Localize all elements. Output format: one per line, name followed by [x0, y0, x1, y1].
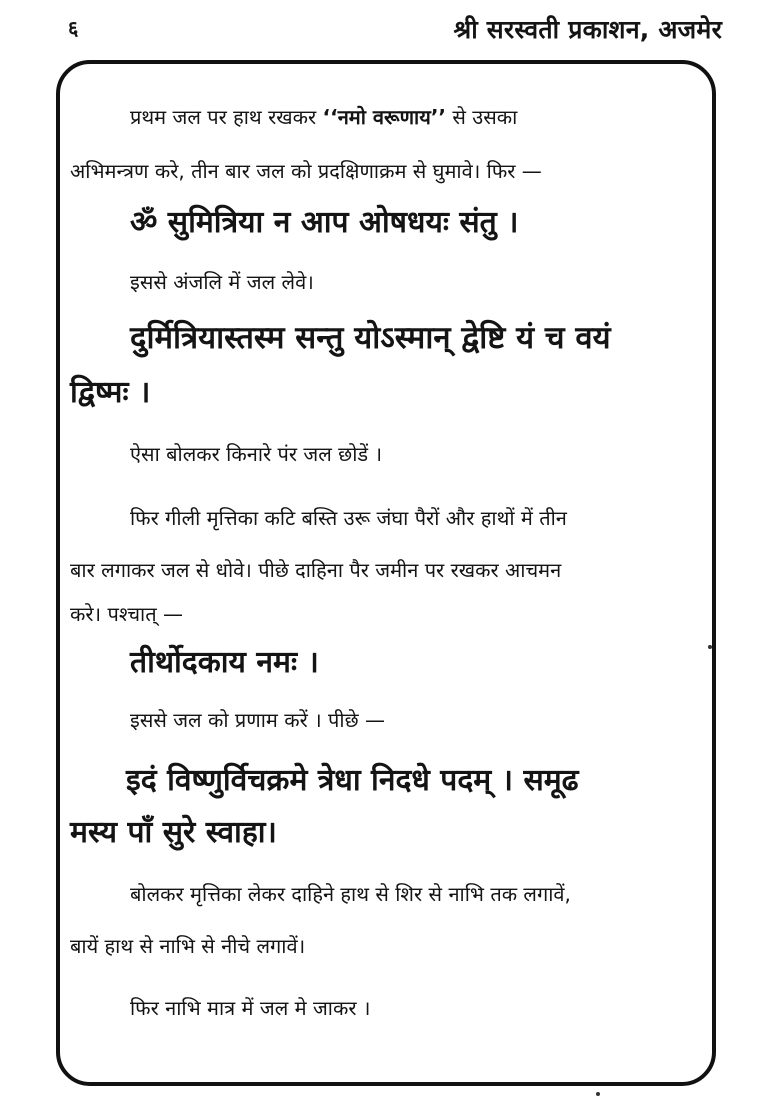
paragraph-2: इससे अंजलि में जल लेवे। [130, 270, 314, 294]
print-speck [708, 645, 712, 649]
paragraph-1-line-2: अभिमन्त्रण करे, तीन बार जल को प्रदक्षिणाक्रम से घुमावे। फिर — [70, 159, 542, 183]
publisher-header: श्री सरस्वती प्रकाशन, अजमेर [453, 15, 722, 44]
mantra-1: ॐ सुमित्रिया न आप ओषधयः संतु । [130, 205, 519, 240]
paragraph-5: इससे जल को प्रणाम करें । पीछे — [130, 708, 385, 732]
print-speck [596, 1092, 600, 1096]
paragraph-text: से उसका [446, 105, 518, 129]
page-number: ६ [68, 16, 79, 40]
paragraph-6-line-1: बोलकर मृत्तिका लेकर दाहिने हाथ से शिर से नाभि तक लगावें, [130, 882, 571, 906]
mantra-2-line-2: द्विष्मः । [70, 375, 151, 410]
paragraph-3: ऐसा बोलकर किनारे पंर जल छोडें । [130, 442, 383, 466]
mantra-4-line-1: इदं विष्णुर्विचक्रमे त्रेधा निदधे पदम् । समूढ [126, 763, 579, 798]
mantra-2-line-1: दुर्मित्रियास्तस्म सन्तु योऽस्मान् द्वेष्टि यं च वयं [130, 320, 611, 356]
mantra-4-line-2: मस्य पाँ सुरे स्वाहा। [70, 815, 277, 850]
paragraph-4-line-2: बार लगाकर जल से धोवे। पीछे दाहिना पैर जमीन पर रखकर आचमन [70, 558, 562, 582]
paragraph-1-line-1 [130, 103, 517, 130]
paragraph-4-line-1: फिर गीली मृत्तिका कटि बस्ति उरू जंघा पैरों और हाथों में तीन [130, 506, 567, 530]
paragraph-4-line-3: करे। पश्चात् — [70, 602, 183, 626]
paragraph-text: प्रथम जल पर हाथ रखकर [130, 105, 323, 129]
quoted-mantra: ‘‘नमो वरूणाय’’ [322, 105, 447, 129]
paragraph-6-line-2: बायें हाथ से नाभि से नीचे लगावें। [70, 934, 306, 958]
paragraph-7: फिर नाभि मात्र में जल मे जाकर । [130, 996, 371, 1020]
mantra-3: तीर्थोदकाय नमः । [130, 645, 319, 680]
